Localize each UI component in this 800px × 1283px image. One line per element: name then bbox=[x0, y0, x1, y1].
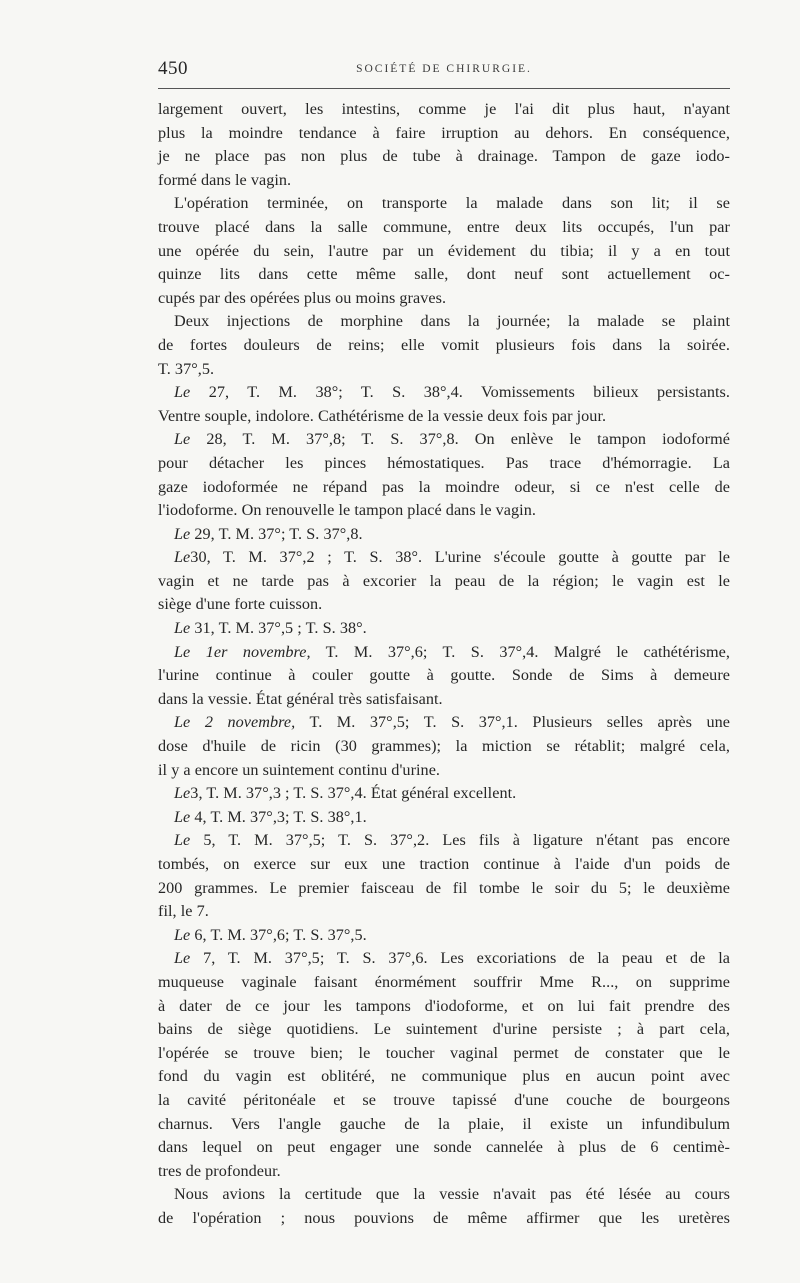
line-text: gaze iodoformée ne répand pas la moindre odeur, si ce n'est celle de bbox=[158, 477, 730, 496]
line-text: dose d'huile de ricin (30 grammes); la miction se rétablit; malgré cela, bbox=[158, 737, 730, 756]
text-line bbox=[158, 240, 730, 264]
text-line bbox=[158, 405, 730, 429]
date-lead: Le bbox=[174, 430, 191, 449]
line-text: dans lequel on peut engager une sonde cannelée à plus de 6 centimè- bbox=[158, 1138, 730, 1157]
text-line bbox=[158, 428, 730, 452]
line-text: pour détacher les pinces hémostatiques. Pas trace d'hémorragie. La bbox=[158, 453, 730, 472]
line-text: 28, T. M. 37°,8; T. S. 37°,8. On enlève le tampon iodoformé bbox=[190, 430, 730, 449]
line-text: T. 37°,5. bbox=[158, 359, 215, 378]
date-lead: Le bbox=[174, 784, 191, 803]
text-line bbox=[158, 334, 730, 358]
text-line bbox=[158, 476, 730, 500]
text-line bbox=[158, 523, 730, 547]
date-lead: Le 2 novembre, bbox=[174, 713, 296, 732]
text-line bbox=[158, 1160, 730, 1184]
text-line bbox=[158, 759, 730, 783]
text-line bbox=[158, 877, 730, 901]
text-line bbox=[158, 1065, 730, 1089]
line-text: muqueuse vaginale faisant énormément souffrir Mme R..., on supprime bbox=[158, 972, 730, 991]
line-text: 3, T. M. 37°,3 ; T. S. 37°,4. État général excellent. bbox=[190, 784, 517, 803]
line-text: trouve placé dans la salle commune, entre deux lits occupés, l'un par bbox=[158, 217, 730, 236]
line-text: 30, T. M. 37°,2 ; T. S. 38°. L'urine s'écoule goutte à goutte par le bbox=[190, 548, 730, 567]
line-text: formé dans le vagin. bbox=[158, 170, 292, 189]
text-line bbox=[158, 1042, 730, 1066]
text-line bbox=[158, 381, 730, 405]
page-number: 450 bbox=[158, 58, 188, 79]
text-line bbox=[158, 546, 730, 570]
line-text: T. M. 37°,5; T. S. 37°,1. Plusieurs selles après une bbox=[295, 713, 730, 732]
text-line bbox=[158, 1113, 730, 1137]
text-line bbox=[158, 711, 730, 735]
body-text bbox=[158, 98, 730, 1231]
text-line bbox=[158, 782, 730, 806]
line-text: l'urine continue à couler goutte à goutte. Sonde de Sims à demeure bbox=[158, 666, 730, 685]
text-line bbox=[158, 452, 730, 476]
line-text: dans la vessie. État général très satisfaisant. bbox=[158, 689, 443, 708]
text-line bbox=[158, 145, 730, 169]
line-text: 27, T. M. 38°; T. S. 38°,4. Vomissements bilieux persistants. bbox=[190, 383, 730, 402]
line-text: de l'opération ; nous pouvions de même affirmer que les uretères bbox=[158, 1208, 730, 1227]
text-line bbox=[158, 806, 730, 830]
text-line bbox=[158, 1089, 730, 1113]
line-text: cupés par des opérées plus ou moins graves. bbox=[158, 288, 447, 307]
line-text: largement ouvert, les intestins, comme je l'ai dit plus haut, n'ayant bbox=[158, 100, 730, 118]
line-text: vagin et ne tarde pas à excorier la peau de la région; le vagin est le bbox=[158, 571, 730, 590]
date-lead: Le bbox=[174, 548, 191, 567]
text-line bbox=[158, 122, 730, 146]
text-line bbox=[158, 593, 730, 617]
line-text: L'opération terminée, on transporte la malade dans son lit; il se bbox=[174, 194, 730, 213]
text-line bbox=[158, 971, 730, 995]
line-text: 200 grammes. Le premier faisceau de fil tombe le soir du 5; le deuxième bbox=[158, 878, 730, 897]
line-text: Ventre souple, indolore. Cathétérisme de la vessie deux fois par jour. bbox=[158, 406, 607, 425]
line-text: fond du vagin est oblitéré, ne communique plus en aucun point avec bbox=[158, 1067, 730, 1086]
date-lead: Le bbox=[174, 925, 191, 944]
line-text: charnus. Vers l'angle gauche de la plaie, il existe un infundibulum bbox=[158, 1114, 730, 1133]
text-line bbox=[158, 1207, 730, 1231]
date-lead: Le bbox=[174, 807, 191, 826]
line-text: 29, T. M. 37°; T. S. 37°,8. bbox=[190, 524, 363, 543]
text-line bbox=[158, 641, 730, 665]
date-lead: Le bbox=[174, 831, 191, 850]
date-lead: Le bbox=[174, 949, 191, 968]
text-line bbox=[158, 570, 730, 594]
date-lead: Le bbox=[174, 383, 191, 402]
text-line bbox=[158, 617, 730, 641]
text-line bbox=[158, 1183, 730, 1207]
line-text: Deux injections de morphine dans la journée; la malade se plaint bbox=[174, 312, 730, 331]
line-text: plus la moindre tendance à faire irruption au dehors. En conséquence, bbox=[158, 123, 730, 142]
line-text: T. M. 37°,6; T. S. 37°,4. Malgré le cathétérisme, bbox=[310, 642, 730, 661]
line-text: 5, T. M. 37°,5; T. S. 37°,2. Les fils à ligature n'étant pas encore bbox=[190, 831, 730, 850]
text-line bbox=[158, 263, 730, 287]
line-text: de fortes douleurs de reins; elle vomit plusieurs fois dans la soirée. bbox=[158, 335, 730, 354]
text-line bbox=[158, 1018, 730, 1042]
text-line bbox=[158, 947, 730, 971]
line-text: Nous avions la certitude que la vessie n'avait pas été lésée au cours bbox=[174, 1185, 730, 1204]
date-lead: Le 1er novembre, bbox=[174, 642, 311, 661]
date-lead: Le bbox=[174, 619, 191, 638]
line-text: tombés, on exerce sur eux une traction continue à l'aide d'un poids de bbox=[158, 855, 730, 873]
line-text: 31, T. M. 37°,5 ; T. S. 38°. bbox=[190, 619, 367, 638]
line-text: 7, T. M. 37°,5; T. S. 37°,6. Les excoriations de la peau et de la bbox=[190, 949, 730, 968]
line-text: tres de profondeur. bbox=[158, 1161, 281, 1180]
running-head: SOCIÉTÉ DE CHIRURGIE. bbox=[356, 63, 532, 75]
line-text: la cavité péritonéale et se trouve tapissé d'une couche de bourgeons bbox=[158, 1090, 730, 1109]
line-text: une opérée du sein, l'autre par un évidement du tibia; il y a en tout bbox=[158, 241, 730, 260]
text-line bbox=[158, 169, 730, 193]
line-text: siège d'une forte cuisson. bbox=[158, 595, 323, 614]
text-line bbox=[158, 192, 730, 216]
text-line bbox=[158, 310, 730, 334]
line-text: 4, T. M. 37°,3; T. S. 38°,1. bbox=[190, 807, 367, 826]
line-text: bains de siège quotidiens. Le suintement d'urine persiste ; à part cela, bbox=[158, 1020, 730, 1039]
text-line bbox=[158, 499, 730, 523]
line-text: je ne place pas non plus de tube à drainage. Tampon de gaze iodo- bbox=[158, 147, 730, 166]
text-line bbox=[158, 688, 730, 712]
text-line bbox=[158, 664, 730, 688]
line-text: 6, T. M. 37°,6; T. S. 37°,5. bbox=[190, 925, 367, 944]
text-line bbox=[158, 1136, 730, 1160]
line-text: à dater de ce jour les tampons d'iodoforme, et on lui fait prendre des bbox=[158, 996, 730, 1015]
text-line bbox=[158, 829, 730, 853]
text-line bbox=[158, 287, 730, 311]
text-line bbox=[158, 216, 730, 240]
line-text: l'opérée se trouve bien; le toucher vaginal permet de constater que le bbox=[158, 1043, 730, 1062]
text-line bbox=[158, 853, 730, 877]
page-header bbox=[158, 58, 730, 82]
line-text: fil, le 7. bbox=[158, 902, 209, 921]
text-line bbox=[158, 98, 730, 122]
text-line bbox=[158, 735, 730, 759]
line-text: l'iodoforme. On renouvelle le tampon placé dans le vagin. bbox=[158, 501, 536, 520]
header-rule bbox=[158, 88, 730, 89]
text-line bbox=[158, 900, 730, 924]
text-line bbox=[158, 358, 730, 382]
text-line bbox=[158, 924, 730, 948]
line-text: il y a encore un suintement continu d'urine. bbox=[158, 760, 441, 779]
text-line bbox=[158, 995, 730, 1019]
date-lead: Le bbox=[174, 524, 191, 543]
line-text: quinze lits dans cette même salle, dont neuf sont actuellement oc- bbox=[158, 265, 730, 284]
